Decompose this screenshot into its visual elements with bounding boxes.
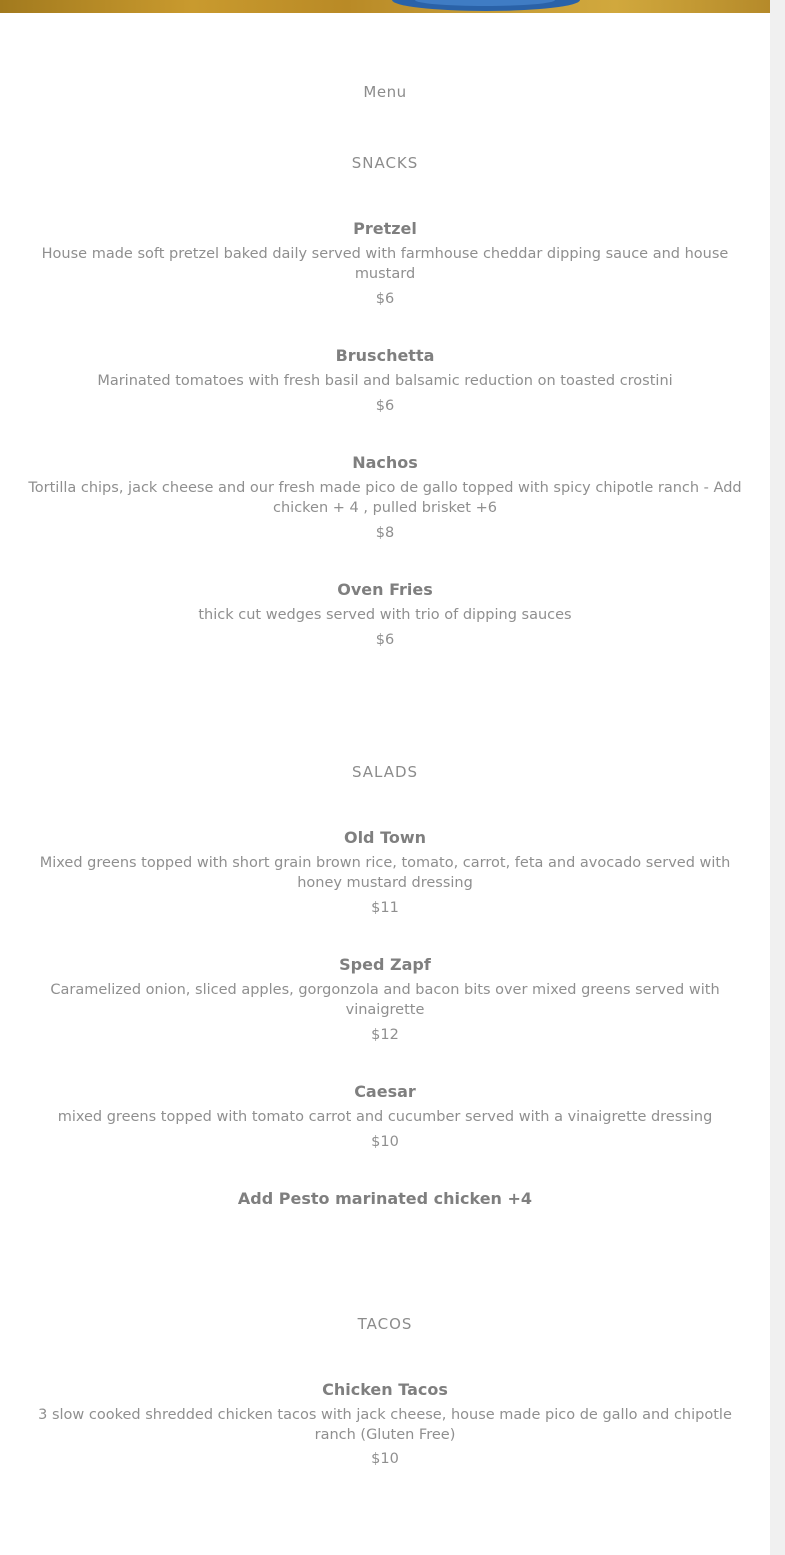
- menu-title: Menu: [363, 83, 407, 101]
- menu-item-name: Sped Zapf: [339, 955, 431, 974]
- menu-item-description: Tortilla chips, jack cheese and our fresh made pico de gallo topped with spicy chipotle ranch - Add chicken + 4 , pulled brisket +6: [28, 480, 742, 516]
- menu-item-name: Caesar: [354, 1082, 416, 1101]
- menu-item-description: mixed greens topped with tomato carrot and cucumber served with a vinaigrette dressing: [57, 1109, 713, 1125]
- section-title-tacos: TACOS: [357, 1315, 413, 1333]
- salad-addon-note: Add Pesto marinated chicken +4: [237, 1189, 533, 1208]
- menu-item-name: Pretzel: [353, 219, 417, 238]
- menu-item-description: 3 slow cooked shredded chicken tacos with jack cheese, house made pico de gallo and chipotle ranch (Gluten Free): [38, 1407, 732, 1443]
- menu-item-price: $6: [375, 632, 395, 648]
- page-scrollbar[interactable]: [770, 0, 785, 1555]
- menu-item-description: thick cut wedges served with trio of dipping sauces: [198, 607, 572, 623]
- menu-item-price: $10: [371, 1451, 399, 1467]
- menu-item-price: $11: [371, 900, 399, 916]
- menu-item-description: Marinated tomatoes with fresh basil and balsamic reduction on toasted crostini: [97, 373, 673, 389]
- section-title-snacks: SNACKS: [351, 154, 419, 172]
- menu-item-description: Mixed greens topped with short grain brown rice, tomato, carrot, feta and avocado served with honey mustard dressing: [39, 855, 731, 891]
- hero-image-strip: [0, 0, 770, 13]
- menu-item-name: Nachos: [352, 453, 418, 472]
- menu-item-name: Chicken Tacos: [322, 1380, 448, 1399]
- menu-item-price: $6: [375, 291, 395, 307]
- menu-item-description: Caramelized onion, sliced apples, gorgonzola and bacon bits over mixed greens served with vinaigrette: [50, 982, 720, 1018]
- menu-item-price: $8: [375, 525, 395, 541]
- menu-item-name: Bruschetta: [335, 346, 435, 365]
- menu-item-price: $6: [375, 398, 395, 414]
- menu-item-name: Old Town: [343, 828, 427, 847]
- section-title-salads: SALADS: [351, 763, 419, 781]
- menu-item-description: House made soft pretzel baked daily served with farmhouse cheddar dipping sauce and house mustard: [41, 246, 729, 282]
- menu-item-name: Oven Fries: [337, 580, 433, 599]
- menu-item-price: $12: [371, 1027, 399, 1043]
- menu-item-price: $10: [371, 1134, 399, 1150]
